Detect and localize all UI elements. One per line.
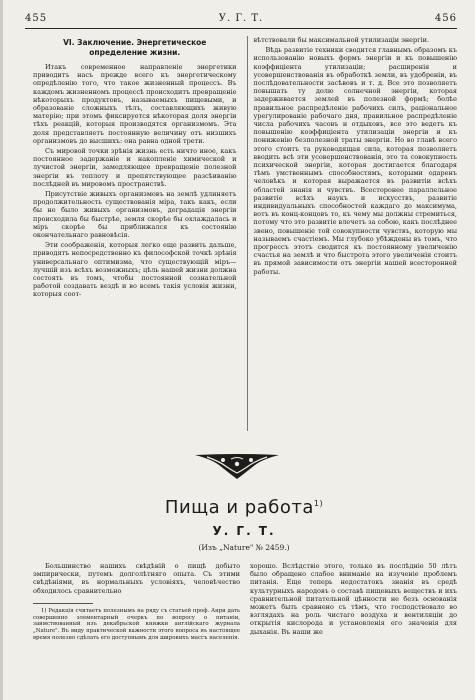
article-title-text: Пища и работа	[164, 497, 314, 518]
lower-right-column	[250, 562, 457, 692]
upper-columns	[33, 36, 457, 431]
section-title: VI. Заключение. Энергетическое определение жизни.	[63, 38, 207, 57]
footnote: 1) Редакція считаетъ полезнымъ на ряду съ статьей проф. Анри дать совершенно элементарный очеркъ по вопросу о питаніи, заимствованный изъ декабрьской книжки англійскаго журнала „Nature". Въ виду практической важности этого вопроса въ настоящее время полезно сдѣлать его доступнымъ для широкихъ массъ населенія.	[33, 607, 240, 641]
left-page-number: 455	[25, 12, 48, 24]
paragraph: хорошо. Вслѣдствіе этого, только въ послѣдніе 50 лѣтъ было обращено слабое вниманіе на изученіе проблемъ питанія. Еще теперь недостатокъ знанія въ средѣ культурныхъ народовъ о составѣ пищевыхъ веществъ и ихъ сравнительной питательной цѣнности не безъ основанія можетъ быть сравнено съ тѣмъ, что господствовало во взглядахъ на роль чистаго воздуха и вентиляціи до открытія кислорода и установленія его значенія для дыханія. Въ наши же	[250, 562, 457, 636]
running-title: У. Г. Т.	[218, 12, 264, 24]
article-title	[43, 497, 445, 518]
right-page-number: 456	[434, 12, 457, 24]
paragraph: Съ мировой точки зрѣнія жизнь есть ничто иное, какъ постоянное задержаніе и накопленіе химической и лучистой энергіи, замедляющее превращеніе полезной энергіи въ теплоту и препятствующее разсѣиванію послѣдней въ мировомъ пространствѣ.	[33, 147, 237, 188]
paragraph: Итакъ современное направленіе энергетики приводитъ насъ прежде всего къ энергетическому опредѣленію того, что такое жизненный процессъ. Въ каждомъ жизненномъ процессѣ происходитъ превращеніе нѣкоторыхъ продуктовъ, называемыхъ пищевыми, и образованіе сложныхъ тѣлъ, составляющихъ живую матерію; при этомъ фиксируется нѣкоторая доля энергіи тѣхъ реакцій, которыя производятся организмомъ. Эта доля представляетъ постоянную величину отъ низшихъ организмовъ до высшихъ: она равна одной трети.	[33, 63, 237, 145]
lower-columns	[33, 562, 457, 692]
article-source: (Изъ „Nature" № 2459.)	[198, 543, 290, 552]
paragraph: Присутствіе живыхъ организмовъ на землѣ удлиняетъ продолжительность существованія міра, такъ какъ, если бы не было живыхъ организмовъ, деградація энергіи происходила бы быстрѣе, земля скорѣе бы охлаждалась и міръ скорѣе бы приближался къ состоянію окончательнаго равновѣсія.	[33, 190, 237, 240]
header-rule	[25, 28, 457, 29]
paragraph: вѣтствовали бы максимальной утилизаціи энергіи.	[253, 36, 430, 44]
lower-left-column	[33, 562, 240, 692]
footnote-ref: 1)	[313, 499, 324, 508]
paragraph: Вѣдь развитіе техники сводится главнымъ образомъ къ использованію новыхъ формъ энергіи и къ повышенію коэффиціента утилизаціи; расширенія и усовершенствованія въ обработкѣ земли, въ удобреніи, въ послѣдовательности засѣвовъ и т. д. Все это позволяетъ повышать ту долю солнечной энергіи, которая задерживается землей въ полезной формѣ; болѣе правильное распредѣленіе рабочихъ силъ, раціональное урегулированіе рабочаго дня, правильное распредѣленіе числа рабочихъ часовъ и отдыховъ, все это ведетъ къ повышенію коэффиціента утилизаціи энергіи и къ пониженію безполезной траты энергіи. Но во главѣ всего этого стоитъ та руководящая сила, которая позволяетъ вводить всѣ эти усовершенствованія, это та совокупность психической энергіи, которая достигается благодаря тѣмъ умственнымъ способностямъ, которыми одаренъ человѣкъ и которая выражается въ развитіи всѣхъ областей знанія и чувствъ. Всесторонее параллельное развитіе всѣхъ наукъ и искусствъ, развитіе индивидуальныхъ способностей каждаго до максимума, вотъ въ конц-концовъ то, къ чему мы должны стремиться, потому что это развитіе влечетъ за собою, какъ послѣднее звено, повышеніе той совокупности чувствъ, которую мы называемъ счастіемъ. Мы глубоко убѣждены въ томъ, что прогрессъ этотъ сводится къ постоянному увеличенію счастья на землѣ и что быстрота этого увеличенія стоитъ въ прямой зависимости отъ энергіи нашей всесторонней работы.	[253, 46, 457, 276]
article-author: У. Г. Т.	[212, 524, 276, 538]
left-column	[33, 36, 237, 431]
footnote-rule	[33, 603, 93, 604]
paragraph: Большинство нашихъ свѣдѣній о пищѣ добыто эмпирически, путемъ долголѣтняго опыта. Съ этими свѣдѣніями, въ нормальныхъ условіяхъ, человѣчество обходилось сравнительно	[33, 562, 240, 595]
paragraph: Эти соображенія, которыя легко еще развить дальше, приводятъ непосредственно къ философской точкѣ зрѣнія универсальнаго оптимизма, что существующій міръ—лучшій изъ всѣхъ возможныхъ; цѣль нашей жизни должна состоять въ томъ, чтобы постоянной сознательной работой создавать вездѣ и во всемъ такія условія жизни, которыя соот-	[33, 241, 237, 299]
right-column	[247, 36, 458, 431]
page-header	[25, 10, 457, 26]
ornament-icon	[193, 451, 281, 481]
